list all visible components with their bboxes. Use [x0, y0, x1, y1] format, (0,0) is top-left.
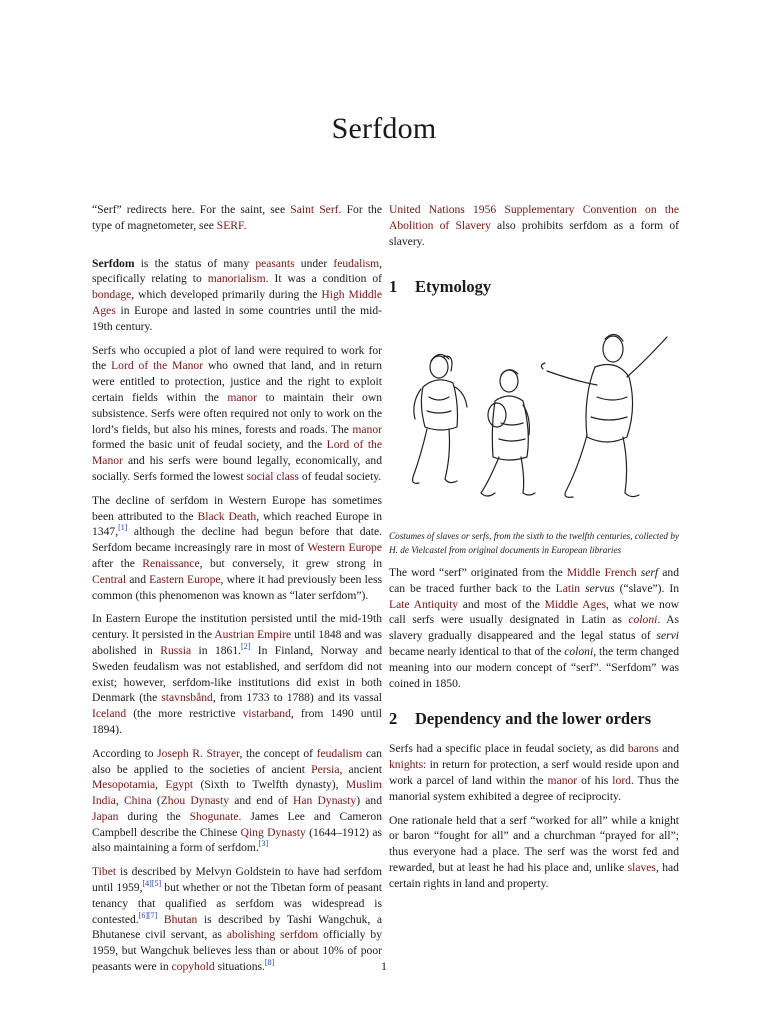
figure-caption: Costumes of slaves or serfs, from the sixth to the twelfth centuries, collected by H. de Vielcastel from original documents in European libraries: [389, 531, 679, 555]
link-central-europe[interactable]: Central: [92, 572, 127, 586]
link-high-middle-ages[interactable]: High Middle Ages: [92, 288, 383, 317]
link-feudalism[interactable]: feudalism: [316, 746, 363, 760]
section-number: 1: [389, 277, 398, 297]
section-title: Dependency and the lower orders: [415, 709, 652, 729]
link-middle-french[interactable]: Middle French: [566, 566, 637, 579]
citation-ref[interactable]: [5]: [151, 879, 162, 889]
paragraph-un-convention: United Nations 1956 Supplementary Convention on the Abolition of Slavery also prohibits serfdom as a form of slavery.: [389, 203, 679, 248]
section-number: 2: [389, 709, 398, 729]
citation-ref[interactable]: [4]: [142, 879, 152, 889]
link-abolishing-serfdom[interactable]: abolishing serfdom: [226, 928, 319, 942]
paragraph-strayer: According to Joseph R. Strayer, the concept of feudalism can also be applied to the societies of ancient Persia, ancient Mesopotamia, Egypt (Sixth to Twelfth dynasty), Muslim India, China (Zhou Dynasty and end of Han Dynasty) and Japan during the Shogunate. James Lee and Cameron Campbell describe the Chinese Qing Dynasty (1644–1912) as also maintaining a form of serfdom.[3]: [92, 746, 383, 855]
intro-paragraph: Serfdom is the status of many peasants under feudalism, specifically relating to manorialism. It was a condition of bondage, which developed primarily during the High Middle Ages in Europe and lasted in some countries until the mid-19th century.: [92, 256, 383, 333]
link-russia[interactable]: Russia: [160, 643, 192, 657]
link-manor[interactable]: manor: [227, 390, 257, 404]
paragraph-serf-duties: Serfs who occupied a plot of land were required to work for the Lord of the Manor who owned that land, and in return were entitled to protection, justice and the right to exploit certain fields within the manor to maintain their own subsistence. Serfs were often required not only to work on the lord’s fields, but also his mines, forests and roads. The manor formed the basic unit of feudal society, and the Lord of the Manor and his serfs were bound legally, economically, and socially. Serfs formed the lowest social class of feudal society.: [92, 343, 383, 483]
link-feudalism[interactable]: feudalism: [333, 256, 380, 270]
citation-ref[interactable]: [6]: [138, 910, 149, 920]
link-knights[interactable]: knights: [389, 758, 424, 772]
citation-ref[interactable]: [3]: [258, 839, 269, 849]
link-china[interactable]: China: [123, 794, 152, 808]
link-middle-ages[interactable]: Middle Ages: [544, 597, 607, 611]
page-title: Serfdom: [331, 112, 437, 145]
paragraph-eastern-europe: In Eastern Europe the institution persisted until the mid-19th century. It persisted in the Austrian Empire until 1848 and was abolished in Russia in 1861.[2] In Finland, Norway and Sweden feudalism was not established, and serfdom did not exist; however, serfdom-like institutions did exist in both Denmark (the stavnsbånd, from 1733 to 1788) and its vassal Iceland (the more restrictive vistarband, from 1490 until 1894).: [92, 612, 383, 736]
link-latin[interactable]: Latin: [555, 581, 581, 595]
paragraph-tibet: Tibet is described by Melvyn Goldstein to have had serfdom until 1959,[4][5] but whether or not the Tibetan form of peasant tenancy that qualified as serfdom was widespread is contested.[6][7] Bhutan is described by Tashi Wangchuk, a Bhutanese civil servant, as abolishing serfdom officially by 1959, but Wangchuk believes less than or about 10% of poor peasants were in copyhold situations.[8]: [92, 865, 382, 974]
citation-ref[interactable]: [1]: [118, 523, 128, 533]
link-austrian-empire[interactable]: Austrian Empire: [214, 628, 292, 642]
link-lord[interactable]: lord: [612, 773, 631, 787]
link-un-supplementary-convention[interactable]: United Nations 1956 Supplementary Convention on the Abolition of Slavery: [389, 203, 679, 232]
link-bhutan[interactable]: Bhutan: [163, 912, 198, 926]
link-bondage[interactable]: bondage: [92, 288, 132, 302]
link-lord-of-the-manor[interactable]: Lord of the Manor: [92, 438, 383, 468]
serf-figure-middle: [481, 370, 535, 496]
page-number: 1: [381, 959, 387, 973]
link-tibet[interactable]: Tibet: [92, 865, 117, 879]
paragraph-etymology: The word “serf” originated from the Middle French serf and can be traced further back to the Latin servus (“slave”). In Late Antiquity and most of the Middle Ages, what we now call serfs were usually designated in Latin as coloni. As slavery gradually disappeared and the legal status of servi became nearly identical to that of the coloni, the term changed meaning into our modern concept of “serf”. “Serfdom” was coined in 1850.: [389, 566, 679, 690]
link-barons[interactable]: barons: [627, 742, 659, 756]
link-serf-magnetometer[interactable]: SERF: [216, 218, 244, 232]
link-persia[interactable]: Persia: [311, 762, 340, 776]
link-black-death[interactable]: Black Death: [197, 509, 257, 523]
section-heading-etymology: [389, 277, 679, 297]
link-manor[interactable]: manor: [352, 422, 382, 436]
link-vistarband[interactable]: vistarband: [242, 707, 291, 721]
link-joseph-strayer[interactable]: Joseph R. Strayer: [157, 746, 240, 760]
link-late-antiquity[interactable]: Late Antiquity: [389, 597, 459, 611]
link-egypt[interactable]: Egypt: [165, 778, 194, 792]
serf-figure-right: [541, 335, 667, 498]
link-muslim-india[interactable]: Muslim India: [92, 778, 382, 808]
right-column: [389, 202, 679, 900]
link-qing-dynasty[interactable]: Qing Dynasty: [240, 825, 306, 839]
link-eastern-europe[interactable]: Eastern Europe: [149, 572, 221, 586]
link-social-class[interactable]: social class: [246, 469, 299, 483]
link-western-europe[interactable]: Western Europe: [307, 541, 382, 555]
section-heading-dependency: [389, 709, 679, 729]
citation-ref[interactable]: [7]: [148, 910, 158, 920]
paragraph-decline: The decline of serfdom in Western Europe has sometimes been attributed to the Black Death, which reached Europe in 1347,[1] although the decline had begun before that date. Serfdom became increasingly rare in most of Western Europe after the Renaissance, but conversely, it grew strong in Central and Eastern Europe, where it had previously been less common (this phenomenon was known as “later serfdom”).: [92, 493, 382, 602]
link-shogunate[interactable]: Shogunate: [189, 809, 239, 823]
serfs-costume-illustration: [391, 327, 675, 513]
citation-ref[interactable]: [8]: [264, 958, 275, 968]
paragraph-rationale: One rationale held that a serf “worked for all” while a knight or baron “fought for all” and a churchman “prayed for all”; thus everyone had a place. The serf was the worst fed and rewarded, but at least he had his place and, unlike slaves, had certain rights in land and property.: [389, 813, 679, 890]
link-lord-of-the-manor[interactable]: Lord of the Manor: [111, 359, 204, 373]
link-han-dynasty[interactable]: Han Dynasty: [293, 794, 357, 808]
link-coloni[interactable]: coloni: [628, 613, 658, 627]
link-copyhold[interactable]: copyhold: [171, 960, 215, 974]
link-renaissance[interactable]: Renaissance: [142, 556, 200, 570]
section-title: Etymology: [415, 277, 492, 297]
link-manorialism[interactable]: manorialism: [207, 272, 266, 286]
link-saint-serf[interactable]: Saint Serf: [290, 203, 339, 216]
link-iceland[interactable]: Iceland: [92, 707, 127, 721]
link-manor[interactable]: manor: [547, 773, 578, 787]
link-slaves[interactable]: slaves: [627, 860, 656, 874]
link-japan[interactable]: Japan: [92, 809, 119, 823]
link-mesopotamia[interactable]: Mesopotamia: [92, 778, 156, 792]
link-peasants[interactable]: peasants: [255, 256, 295, 270]
hatnote: “Serf” redirects here. For the saint, see Saint Serf. For the type of magnetometer, see SERF.: [92, 203, 383, 232]
citation-ref[interactable]: [2]: [241, 642, 251, 652]
serf-figure-left: [413, 355, 467, 484]
link-stavnsbaand[interactable]: stavnsbånd: [161, 691, 213, 705]
left-column: [92, 202, 382, 983]
link-zhou-dynasty[interactable]: Zhou Dynasty: [160, 794, 230, 808]
paragraph-dependency: Serfs had a specific place in feudal society, as did barons and knights: in return for protection, a serf would reside upon and work a parcel of land within the manor of his lord. Thus the manorial system exhibited a degree of reciprocity.: [389, 742, 679, 803]
